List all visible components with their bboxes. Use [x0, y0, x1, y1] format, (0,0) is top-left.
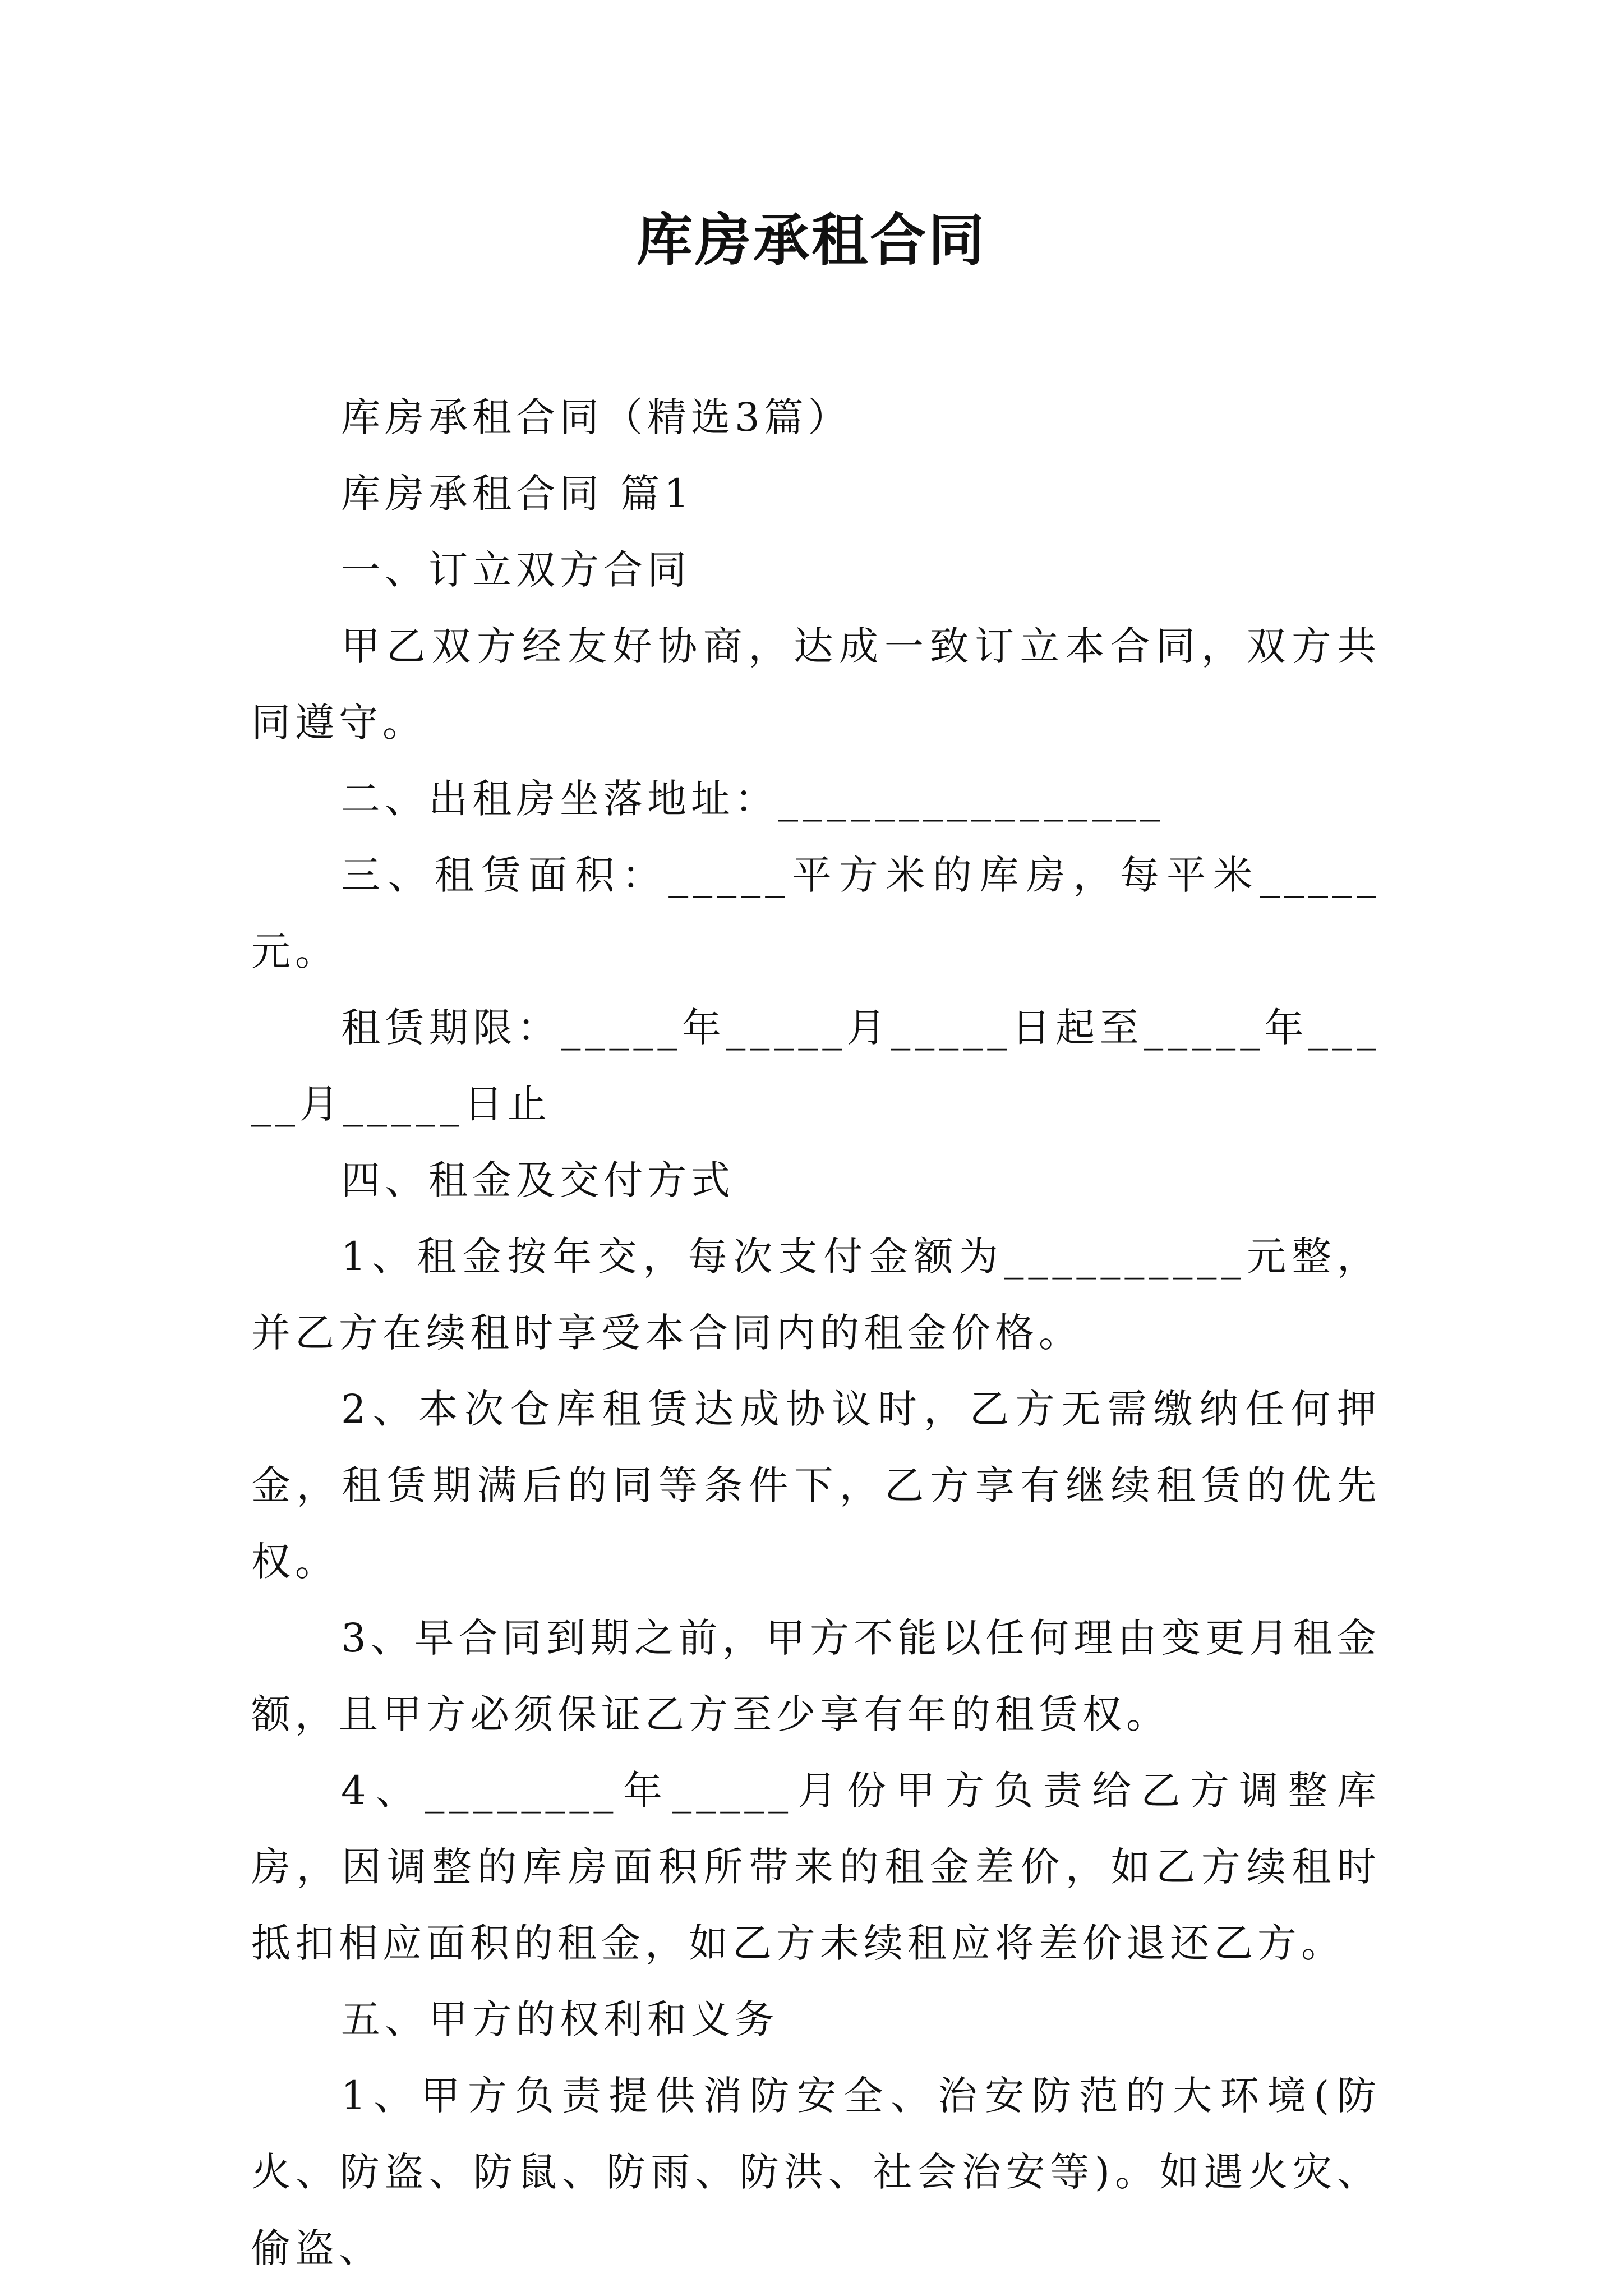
paragraph: 1、甲方负责提供消防安全、治安防范的大环境(防火、防盗、防鼠、防雨、防洪、社会治安等)。如遇火灾、偷盗、 [251, 2073, 1381, 2271]
article-heading: 库房承租合同 篇1 [341, 471, 694, 517]
paragraph: 4、________年_____月份甲方负责给乙方调整库房，因调整的库房面积所带来的租金差价，如乙方续租时抵扣相应面积的租金，如乙方未续租应将差价退还乙方。 [251, 1768, 1381, 1966]
paragraph: 2、本次仓库租赁达成协议时，乙方无需缴纳任何押金，租赁期满后的同等条件下，乙方享有继续租赁的优先权。 [251, 1386, 1381, 1585]
area-line: 三、租赁面积：_____平方米的库房，每平米_____元。 [251, 852, 1381, 974]
document-title: 库房承租合同 [637, 207, 986, 273]
address-line: 二、出租房坐落地址：________________ [341, 776, 1164, 822]
section-heading: 一、订立双方合同 [341, 547, 691, 593]
term-line: 租赁期限：_____年_____月_____日起至_____年_____月_____日止 [251, 1005, 1381, 1127]
document-body [251, 379, 1381, 2286]
paragraph: 1、租金按年交，每次支付金额为__________元整，并乙方在续租时享受本合同内的租金价格。 [251, 1234, 1381, 1356]
subtitle: 库房承租合同（精选3篇） [341, 394, 852, 440]
section-heading: 四、租金及交付方式 [341, 1157, 735, 1203]
paragraph: 甲乙双方经友好协商，达成一致订立本合同，双方共同遵守。 [251, 623, 1381, 746]
paragraph: 3、早合同到期之前，甲方不能以任何理由变更月租金额，且甲方必须保证乙方至少享有年的租赁权。 [251, 1615, 1381, 1737]
section-heading: 五、甲方的权利和义务 [341, 1996, 778, 2042]
